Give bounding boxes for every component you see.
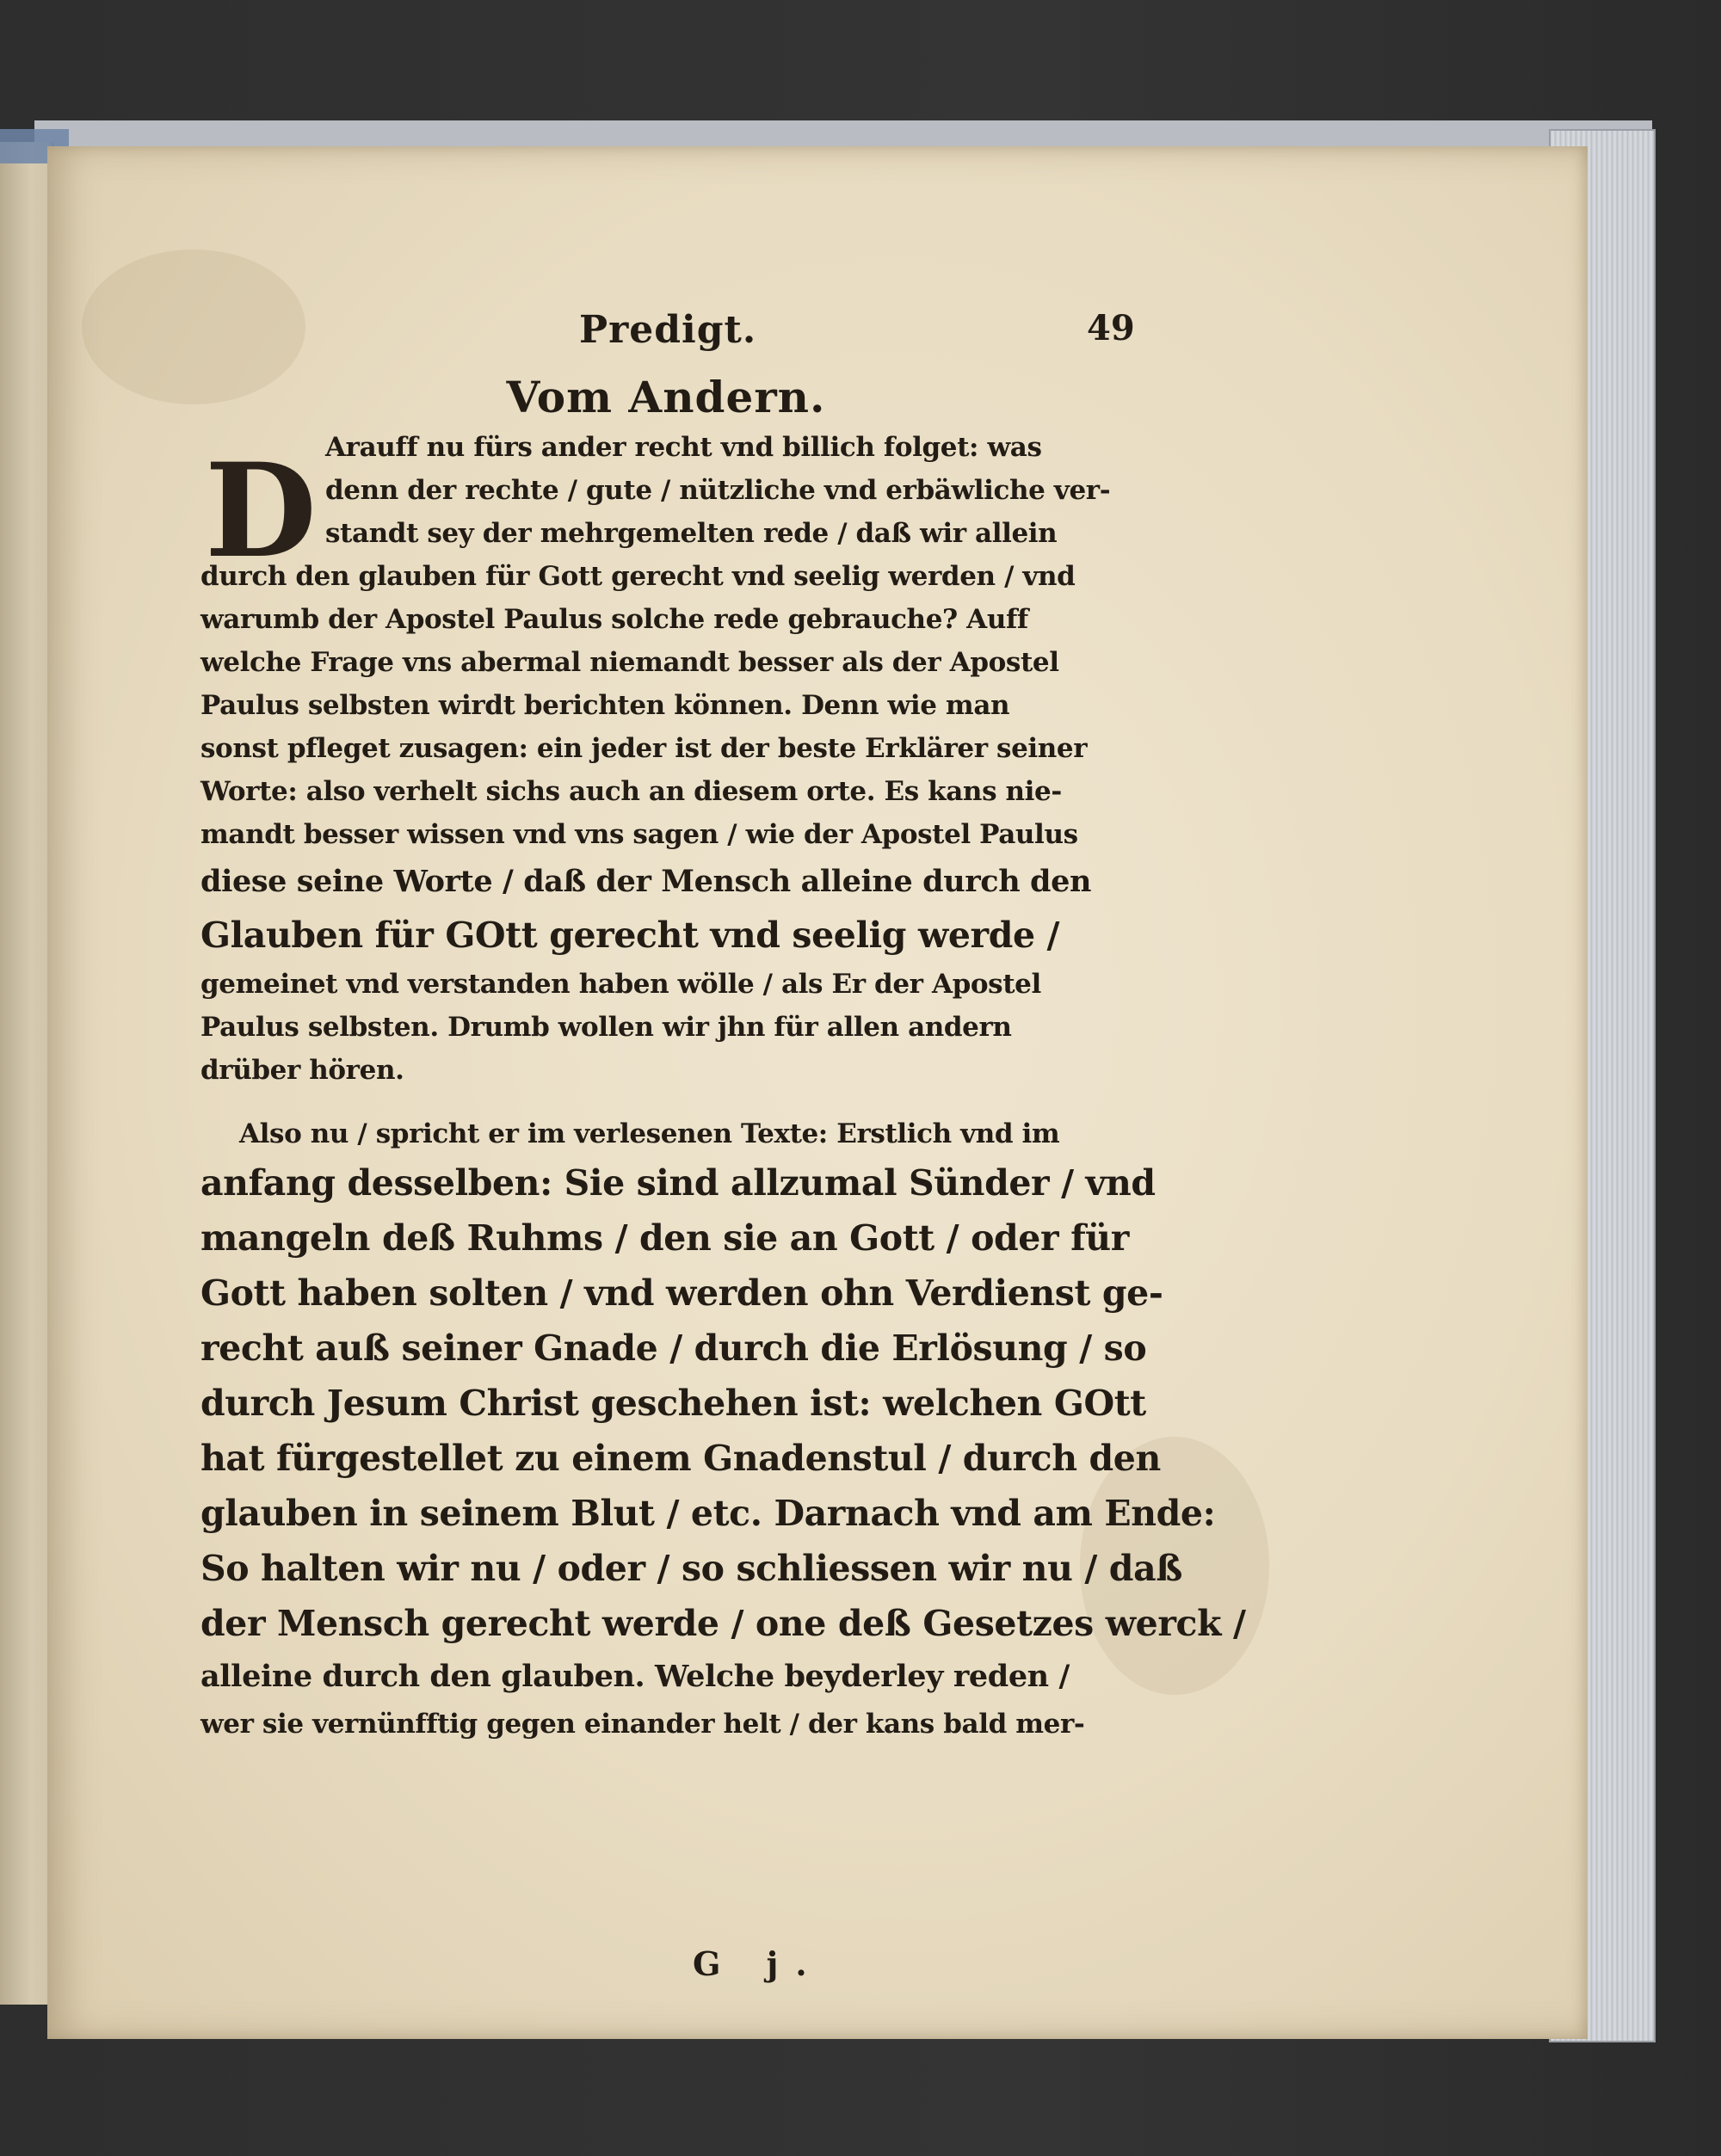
paragraph-2	[200, 1112, 1246, 1746]
text-line: recht auß seiner Gnade / durch die Erlösung / so	[200, 1327, 1147, 1369]
text-line: denn der rechte / gute / nützliche vnd erbäwliche ver-	[325, 475, 1111, 506]
text-line: mandt besser wissen vnd vns sagen / wie der Apostel Paulus	[200, 819, 1078, 850]
text-line: welche Frage vns abermal niemandt besser als der Apostel	[200, 647, 1059, 678]
section-title: Vom Andern.	[506, 372, 826, 422]
text-line: hat fürgestellet zu einem Gnadenstul / durch den	[200, 1438, 1161, 1479]
text-line: Glauben für GOtt gerecht vnd seelig werde /	[200, 915, 1060, 956]
paragraph-1	[200, 426, 1132, 1092]
page-text-block	[200, 308, 1246, 1746]
text-line: durch den glauben für Gott gerecht vnd seelig werden / vnd	[200, 561, 1076, 592]
text-line: drüber hören.	[200, 1055, 404, 1086]
book-cover-edge	[34, 120, 1652, 146]
page-number: 49	[1087, 308, 1135, 348]
text-line: standt sey der mehrgemelten rede / daß wir allein	[325, 518, 1058, 549]
text-line: Paulus selbsten wirdt berichten können. Denn wie man	[200, 690, 1010, 721]
text-line: Gott haben solten / vnd werden ohn Verdienst ge-	[200, 1272, 1163, 1314]
text-line: alleine durch den glauben. Welche beyderley reden /	[200, 1659, 1070, 1694]
previous-page-edge	[0, 142, 53, 2005]
paragraph-gap	[200, 1092, 1132, 1112]
signature-mark: G j.	[693, 1944, 824, 1983]
text-line: Worte: also verhelt sichs auch an diesem orte. Es kans nie-	[200, 776, 1062, 807]
page-header	[200, 308, 1135, 368]
text-line: Also nu / spricht er im verlesenen Texte: Erstlich vnd im	[239, 1118, 1060, 1149]
text-line: Arauff nu fürs ander recht vnd billich folget: was	[325, 432, 1042, 463]
text-line: Paulus selbsten. Drumb wollen wir jhn für allen andern	[200, 1012, 1012, 1043]
text-line: diese seine Worte / daß der Mensch alleine durch den	[200, 864, 1092, 899]
text-line: durch Jesum Christ geschehen ist: welchen GOtt	[200, 1383, 1146, 1424]
text-line: der Mensch gerecht werde / one deß Gesetzes werck /	[200, 1603, 1246, 1644]
text-line: warumb der Apostel Paulus solche rede gebrauche? Auff	[200, 604, 1028, 635]
text-line: mangeln deß Ruhms / den sie an Gott / oder für	[200, 1217, 1129, 1259]
text-line: glauben in seinem Blut / etc. Darnach vnd am Ende:	[200, 1493, 1216, 1534]
text-line: anfang desselben: Sie sind allzumal Sünder / vnd	[200, 1162, 1156, 1204]
text-line: So halten wir nu / oder / so schliessen wir nu / daß	[200, 1548, 1182, 1589]
text-line: sonst pfleget zusagen: ein jeder ist der beste Erklärer seiner	[200, 733, 1088, 764]
running-title: Predigt.	[579, 308, 757, 352]
text-line: wer sie vernünfftig gegen einander helt / der kans bald mer-	[200, 1709, 1085, 1740]
drop-initial-d: D	[204, 435, 318, 587]
text-line: gemeinet vnd verstanden haben wölle / als Er der Apostel	[200, 969, 1041, 1000]
